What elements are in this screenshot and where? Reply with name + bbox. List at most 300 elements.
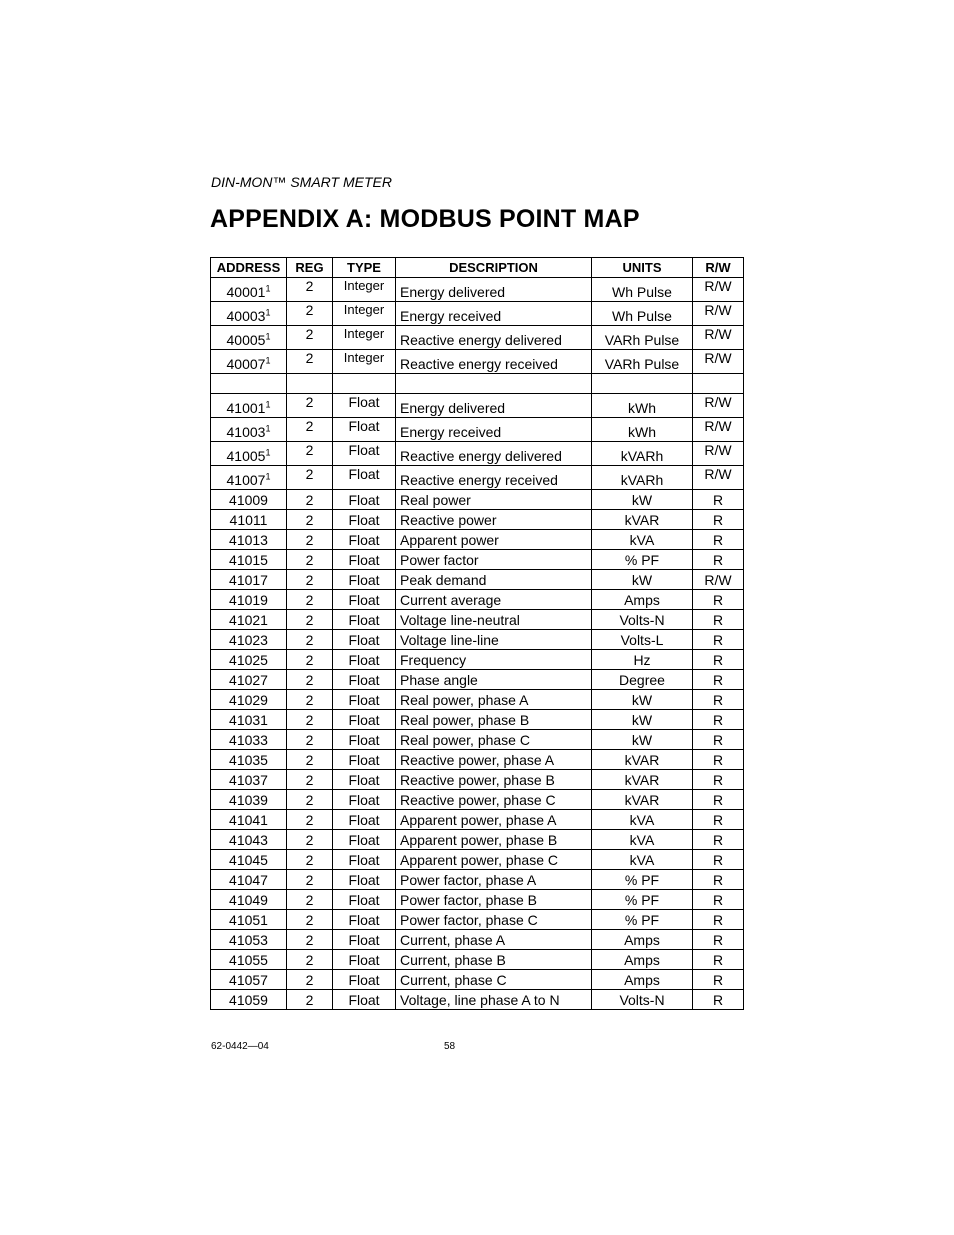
address-value: 41047 xyxy=(229,871,268,888)
reg-cell: 2 xyxy=(287,890,333,910)
units-cell: kVARh xyxy=(592,442,693,466)
description-cell: Reactive energy delivered xyxy=(396,326,592,350)
empty-cell xyxy=(693,374,744,394)
address-cell xyxy=(211,870,287,890)
address-value: 41013 xyxy=(229,531,268,548)
rw-cell: R/W xyxy=(693,466,744,490)
address-cell xyxy=(211,466,287,490)
column-header-units: UNITS xyxy=(592,258,693,278)
reg-cell: 2 xyxy=(287,394,333,418)
units-cell: kVA xyxy=(592,850,693,870)
reg-cell: 2 xyxy=(287,550,333,570)
type-cell: Float xyxy=(333,550,396,570)
units-cell: kW xyxy=(592,730,693,750)
rw-cell: R/W xyxy=(693,442,744,466)
rw-cell: R xyxy=(693,910,744,930)
type-cell: Float xyxy=(333,530,396,550)
type-cell: Float xyxy=(333,394,396,418)
footnote-marker: 1 xyxy=(265,355,271,366)
address-value: 41033 xyxy=(229,731,268,748)
type-cell: Float xyxy=(333,890,396,910)
reg-cell: 2 xyxy=(287,278,333,302)
column-header-rw: R/W xyxy=(693,258,744,278)
address-cell xyxy=(211,350,287,374)
rw-cell: R xyxy=(693,890,744,910)
reg-cell: 2 xyxy=(287,810,333,830)
address-value: 41037 xyxy=(229,771,268,788)
type-cell: Float xyxy=(333,466,396,490)
address-value: 41003 xyxy=(226,424,266,440)
description-cell: Energy delivered xyxy=(396,278,592,302)
column-header-address: ADDRESS xyxy=(211,258,287,278)
address-value: 41053 xyxy=(229,931,268,948)
table-header-row xyxy=(211,258,744,278)
address-cell xyxy=(211,930,287,950)
table-row xyxy=(211,490,744,510)
address-value: 41049 xyxy=(229,891,268,908)
units-cell: kWh xyxy=(592,418,693,442)
units-cell: kVARh xyxy=(592,466,693,490)
type-cell: Float xyxy=(333,810,396,830)
reg-cell: 2 xyxy=(287,850,333,870)
footer-doc-number: 62-0442—04 xyxy=(211,1041,269,1052)
rw-cell: R xyxy=(693,670,744,690)
description-cell: Reactive power xyxy=(396,510,592,530)
table-row xyxy=(211,790,744,810)
units-cell: VARh Pulse xyxy=(592,350,693,374)
description-cell: Real power, phase B xyxy=(396,710,592,730)
address-cell xyxy=(211,418,287,442)
address-cell xyxy=(211,490,287,510)
address-cell xyxy=(211,990,287,1010)
address-value: 41041 xyxy=(229,811,268,828)
footnote-marker: 1 xyxy=(265,423,271,434)
units-cell: kVA xyxy=(592,830,693,850)
reg-cell: 2 xyxy=(287,590,333,610)
rw-cell: R xyxy=(693,870,744,890)
address-value: 41021 xyxy=(229,611,268,628)
rw-cell: R xyxy=(693,710,744,730)
type-cell: Float xyxy=(333,910,396,930)
empty-cell xyxy=(592,374,693,394)
reg-cell: 2 xyxy=(287,530,333,550)
type-cell: Float xyxy=(333,710,396,730)
table-row xyxy=(211,610,744,630)
reg-cell: 2 xyxy=(287,350,333,374)
units-cell: % PF xyxy=(592,910,693,930)
description-cell: Real power, phase C xyxy=(396,730,592,750)
rw-cell: R xyxy=(693,630,744,650)
type-cell: Integer xyxy=(333,302,396,326)
reg-cell: 2 xyxy=(287,490,333,510)
address-cell xyxy=(211,302,287,326)
column-header-description: DESCRIPTION xyxy=(396,258,592,278)
type-cell: Float xyxy=(333,950,396,970)
units-cell: kW xyxy=(592,710,693,730)
address-cell xyxy=(211,570,287,590)
reg-cell: 2 xyxy=(287,710,333,730)
rw-cell: R/W xyxy=(693,350,744,374)
rw-cell: R xyxy=(693,990,744,1010)
type-cell: Float xyxy=(333,730,396,750)
description-cell: Current, phase C xyxy=(396,970,592,990)
table-row xyxy=(211,730,744,750)
description-cell: Reactive energy delivered xyxy=(396,442,592,466)
table-row xyxy=(211,550,744,570)
address-cell xyxy=(211,442,287,466)
description-cell: Apparent power xyxy=(396,530,592,550)
footer-page-number: 58 xyxy=(444,1041,456,1052)
rw-cell: R xyxy=(693,790,744,810)
reg-cell: 2 xyxy=(287,326,333,350)
rw-cell: R/W xyxy=(693,418,744,442)
footnote-marker: 1 xyxy=(265,283,271,294)
table-row xyxy=(211,870,744,890)
address-cell xyxy=(211,750,287,770)
description-cell: Power factor xyxy=(396,550,592,570)
description-cell: Reactive power, phase B xyxy=(396,770,592,790)
rw-cell: R/W xyxy=(693,394,744,418)
type-cell: Float xyxy=(333,570,396,590)
type-cell: Float xyxy=(333,650,396,670)
type-cell: Float xyxy=(333,610,396,630)
reg-cell: 2 xyxy=(287,510,333,530)
address-value: 41035 xyxy=(229,751,268,768)
rw-cell: R xyxy=(693,930,744,950)
table-row xyxy=(211,570,744,590)
address-value: 41055 xyxy=(229,951,268,968)
table-row xyxy=(211,418,744,442)
reg-cell: 2 xyxy=(287,790,333,810)
address-value: 41059 xyxy=(229,991,268,1008)
address-cell xyxy=(211,630,287,650)
footnote-marker: 1 xyxy=(265,331,271,342)
address-value: 41011 xyxy=(229,511,268,528)
description-cell: Reactive power, phase A xyxy=(396,750,592,770)
rw-cell: R/W xyxy=(693,326,744,350)
table-row xyxy=(211,890,744,910)
units-cell: Amps xyxy=(592,950,693,970)
address-cell xyxy=(211,810,287,830)
address-value: 41031 xyxy=(229,711,268,728)
table-row xyxy=(211,442,744,466)
address-value: 41019 xyxy=(229,591,268,608)
rw-cell: R xyxy=(693,490,744,510)
table-row xyxy=(211,950,744,970)
rw-cell: R xyxy=(693,970,744,990)
description-cell: Energy received xyxy=(396,302,592,326)
type-cell: Float xyxy=(333,850,396,870)
units-cell: Volts-N xyxy=(592,990,693,1010)
type-cell: Integer xyxy=(333,278,396,302)
empty-cell xyxy=(396,374,592,394)
footnote-marker: 1 xyxy=(265,471,271,482)
type-cell: Float xyxy=(333,990,396,1010)
reg-cell: 2 xyxy=(287,418,333,442)
table-row xyxy=(211,530,744,550)
address-value: 41005 xyxy=(226,448,266,464)
reg-cell: 2 xyxy=(287,830,333,850)
units-cell: Amps xyxy=(592,590,693,610)
address-value: 41027 xyxy=(229,671,268,688)
rw-cell: R xyxy=(693,690,744,710)
address-value: 41023 xyxy=(229,631,268,648)
type-cell: Float xyxy=(333,670,396,690)
units-cell: Degree xyxy=(592,670,693,690)
description-cell: Real power, phase A xyxy=(396,690,592,710)
address-cell xyxy=(211,670,287,690)
address-value: 40007 xyxy=(226,356,266,372)
address-value: 41015 xyxy=(229,551,268,568)
table-row xyxy=(211,590,744,610)
reg-cell: 2 xyxy=(287,950,333,970)
units-cell: Volts-N xyxy=(592,610,693,630)
units-cell: kVAR xyxy=(592,770,693,790)
units-cell: kVAR xyxy=(592,790,693,810)
table-row xyxy=(211,810,744,830)
page-title: APPENDIX A: MODBUS POINT MAP xyxy=(210,205,640,233)
address-value: 41057 xyxy=(229,971,268,988)
rw-cell: R xyxy=(693,590,744,610)
modbus-point-map-table xyxy=(210,257,744,1010)
description-cell: Energy received xyxy=(396,418,592,442)
description-cell: Voltage, line phase A to N xyxy=(396,990,592,1010)
units-cell: kVA xyxy=(592,530,693,550)
units-cell: Wh Pulse xyxy=(592,278,693,302)
type-cell: Float xyxy=(333,490,396,510)
table-row xyxy=(211,650,744,670)
table-row xyxy=(211,690,744,710)
address-value: 41043 xyxy=(229,831,268,848)
address-cell xyxy=(211,730,287,750)
rw-cell: R xyxy=(693,850,744,870)
description-cell: Reactive energy received xyxy=(396,350,592,374)
type-cell: Float xyxy=(333,510,396,530)
table-row xyxy=(211,394,744,418)
type-cell: Float xyxy=(333,830,396,850)
description-cell: Reactive energy received xyxy=(396,466,592,490)
address-cell xyxy=(211,710,287,730)
type-cell: Float xyxy=(333,790,396,810)
rw-cell: R/W xyxy=(693,302,744,326)
description-cell: Apparent power, phase A xyxy=(396,810,592,830)
description-cell: Voltage line-line xyxy=(396,630,592,650)
table-row xyxy=(211,710,744,730)
table-row xyxy=(211,850,744,870)
units-cell: kWh xyxy=(592,394,693,418)
table-row-blank xyxy=(211,374,744,394)
units-cell: kVAR xyxy=(592,750,693,770)
rw-cell: R xyxy=(693,610,744,630)
type-cell: Float xyxy=(333,770,396,790)
table-row xyxy=(211,750,744,770)
units-cell: % PF xyxy=(592,550,693,570)
address-cell xyxy=(211,326,287,350)
address-cell xyxy=(211,850,287,870)
type-cell: Float xyxy=(333,970,396,990)
reg-cell: 2 xyxy=(287,990,333,1010)
description-cell: Current, phase A xyxy=(396,930,592,950)
rw-cell: R xyxy=(693,810,744,830)
table-row xyxy=(211,630,744,650)
description-cell: Voltage line-neutral xyxy=(396,610,592,630)
address-cell xyxy=(211,530,287,550)
address-value: 41029 xyxy=(229,691,268,708)
address-cell xyxy=(211,950,287,970)
rw-cell: R xyxy=(693,650,744,670)
table-row xyxy=(211,970,744,990)
type-cell: Integer xyxy=(333,326,396,350)
footnote-marker: 1 xyxy=(265,307,271,318)
reg-cell: 2 xyxy=(287,610,333,630)
table-row xyxy=(211,670,744,690)
table-row xyxy=(211,910,744,930)
units-cell: kVAR xyxy=(592,510,693,530)
description-cell: Power factor, phase A xyxy=(396,870,592,890)
empty-cell xyxy=(333,374,396,394)
units-cell: % PF xyxy=(592,870,693,890)
reg-cell: 2 xyxy=(287,750,333,770)
units-cell: Amps xyxy=(592,930,693,950)
address-cell xyxy=(211,690,287,710)
address-value: 41039 xyxy=(229,791,268,808)
units-cell: Volts-L xyxy=(592,630,693,650)
units-cell: % PF xyxy=(592,890,693,910)
address-cell xyxy=(211,278,287,302)
rw-cell: R xyxy=(693,770,744,790)
running-header: DIN-MON™ SMART METER xyxy=(211,174,392,190)
table-row xyxy=(211,930,744,950)
reg-cell: 2 xyxy=(287,870,333,890)
description-cell: Phase angle xyxy=(396,670,592,690)
reg-cell: 2 xyxy=(287,910,333,930)
rw-cell: R xyxy=(693,730,744,750)
reg-cell: 2 xyxy=(287,442,333,466)
address-value: 40001 xyxy=(226,284,266,300)
table-row xyxy=(211,326,744,350)
units-cell: Hz xyxy=(592,650,693,670)
rw-cell: R xyxy=(693,550,744,570)
reg-cell: 2 xyxy=(287,730,333,750)
units-cell: kW xyxy=(592,490,693,510)
type-cell: Float xyxy=(333,442,396,466)
address-value: 41051 xyxy=(229,911,268,928)
table-row xyxy=(211,770,744,790)
empty-cell xyxy=(287,374,333,394)
address-value: 41007 xyxy=(226,472,266,488)
reg-cell: 2 xyxy=(287,690,333,710)
description-cell: Real power xyxy=(396,490,592,510)
empty-cell xyxy=(211,374,287,394)
footnote-marker: 1 xyxy=(265,447,271,458)
rw-cell: R xyxy=(693,950,744,970)
address-value: 41009 xyxy=(229,491,268,508)
address-value: 40005 xyxy=(226,332,266,348)
description-cell: Peak demand xyxy=(396,570,592,590)
rw-cell: R/W xyxy=(693,278,744,302)
description-cell: Apparent power, phase B xyxy=(396,830,592,850)
rw-cell: R xyxy=(693,830,744,850)
description-cell: Power factor, phase C xyxy=(396,910,592,930)
address-value: 41045 xyxy=(229,851,268,868)
type-cell: Integer xyxy=(333,350,396,374)
type-cell: Float xyxy=(333,630,396,650)
type-cell: Float xyxy=(333,590,396,610)
reg-cell: 2 xyxy=(287,302,333,326)
address-cell xyxy=(211,510,287,530)
footnote-marker: 1 xyxy=(265,399,271,410)
address-cell xyxy=(211,550,287,570)
units-cell: kVA xyxy=(592,810,693,830)
reg-cell: 2 xyxy=(287,570,333,590)
type-cell: Float xyxy=(333,750,396,770)
address-cell xyxy=(211,770,287,790)
address-cell xyxy=(211,830,287,850)
table-row xyxy=(211,466,744,490)
address-value: 41001 xyxy=(226,400,266,416)
description-cell: Current average xyxy=(396,590,592,610)
column-header-reg: REG xyxy=(287,258,333,278)
description-cell: Power factor, phase B xyxy=(396,890,592,910)
description-cell: Energy delivered xyxy=(396,394,592,418)
reg-cell: 2 xyxy=(287,630,333,650)
units-cell: kW xyxy=(592,570,693,590)
address-cell xyxy=(211,650,287,670)
type-cell: Float xyxy=(333,690,396,710)
address-cell xyxy=(211,394,287,418)
units-cell: Wh Pulse xyxy=(592,302,693,326)
reg-cell: 2 xyxy=(287,466,333,490)
description-cell: Frequency xyxy=(396,650,592,670)
column-header-type: TYPE xyxy=(333,258,396,278)
type-cell: Float xyxy=(333,870,396,890)
reg-cell: 2 xyxy=(287,770,333,790)
address-value: 41025 xyxy=(229,651,268,668)
table-row xyxy=(211,278,744,302)
address-cell xyxy=(211,890,287,910)
table-row xyxy=(211,302,744,326)
table-row xyxy=(211,990,744,1010)
description-cell: Reactive power, phase C xyxy=(396,790,592,810)
rw-cell: R xyxy=(693,750,744,770)
units-cell: VARh Pulse xyxy=(592,326,693,350)
address-cell xyxy=(211,910,287,930)
description-cell: Current, phase B xyxy=(396,950,592,970)
description-cell: Apparent power, phase C xyxy=(396,850,592,870)
rw-cell: R/W xyxy=(693,570,744,590)
units-cell: kW xyxy=(592,690,693,710)
type-cell: Float xyxy=(333,418,396,442)
table-row xyxy=(211,350,744,374)
reg-cell: 2 xyxy=(287,650,333,670)
units-cell: Amps xyxy=(592,970,693,990)
reg-cell: 2 xyxy=(287,670,333,690)
address-value: 41017 xyxy=(229,571,268,588)
rw-cell: R xyxy=(693,530,744,550)
reg-cell: 2 xyxy=(287,970,333,990)
reg-cell: 2 xyxy=(287,930,333,950)
type-cell: Float xyxy=(333,930,396,950)
address-cell xyxy=(211,590,287,610)
table-row xyxy=(211,510,744,530)
address-cell xyxy=(211,610,287,630)
address-cell xyxy=(211,970,287,990)
table-row xyxy=(211,830,744,850)
table-body xyxy=(211,278,744,1010)
rw-cell: R xyxy=(693,510,744,530)
address-cell xyxy=(211,790,287,810)
address-value: 40003 xyxy=(226,308,266,324)
